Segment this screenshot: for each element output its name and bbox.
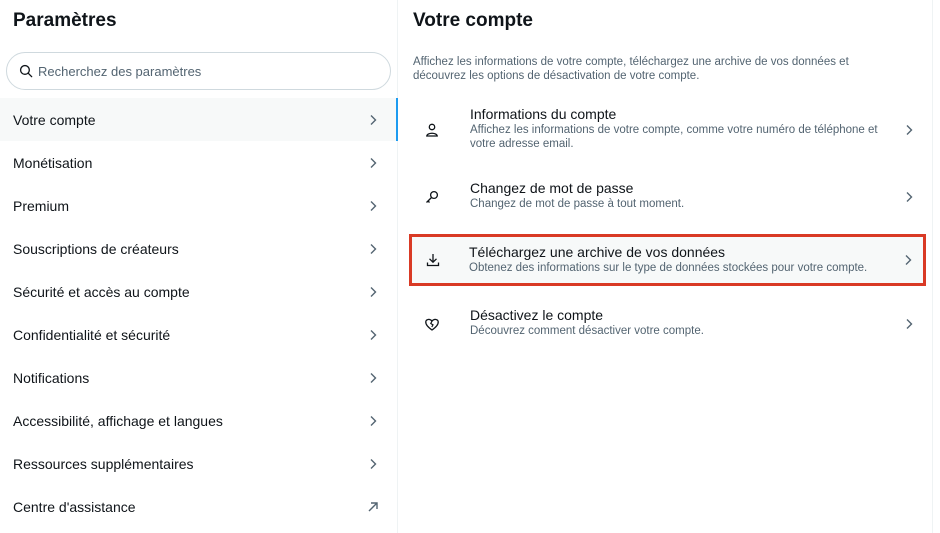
sidebar-item-label: Ressources supplémentaires xyxy=(13,455,194,472)
sidebar-item-confidentialite[interactable] xyxy=(0,313,397,356)
option-subtitle: Obtenez des informations sur le type de données stockées pour votre compte. xyxy=(469,262,868,274)
sidebar-item-label: Accessibilité, affichage et langues xyxy=(13,412,223,429)
chevron-right-icon xyxy=(367,458,379,470)
sidebar-item-label: Souscriptions de créateurs xyxy=(13,240,179,257)
account-panel xyxy=(399,0,933,533)
option-title: Désactivez le compte xyxy=(470,307,604,323)
broken-heart-icon xyxy=(424,316,440,332)
page-title: Votre compte xyxy=(413,10,534,31)
option-subtitle: Changez de mot de passe à tout moment. xyxy=(470,198,685,210)
option-subtitle: Découvrez comment désactiver votre compte. xyxy=(470,325,704,337)
sidebar-item-votre-compte[interactable] xyxy=(0,98,397,141)
chevron-right-icon xyxy=(367,200,379,212)
sidebar-item-label: Notifications xyxy=(13,369,90,386)
sidebar-item-label: Confidentialité et sécurité xyxy=(13,326,171,343)
settings-nav xyxy=(0,98,397,528)
chevron-right-icon xyxy=(367,372,379,384)
sidebar-item-securite-acces[interactable] xyxy=(0,270,397,313)
chevron-right-icon xyxy=(903,318,915,330)
sidebar-item-label: Votre compte xyxy=(13,111,96,128)
search-input[interactable] xyxy=(38,64,368,79)
chevron-right-icon xyxy=(902,254,914,266)
option-title: Informations du compte xyxy=(470,106,617,122)
sidebar-item-premium[interactable] xyxy=(0,184,397,227)
deactivate-account-option[interactable] xyxy=(410,302,925,346)
page-description: Affichez les informations de votre compte, téléchargez une archive de vos données et découvrez les options de désactivation de votre compte. xyxy=(413,56,849,82)
chevron-right-icon xyxy=(367,157,379,169)
chevron-right-icon xyxy=(903,191,915,203)
key-icon xyxy=(424,189,440,205)
search-box[interactable] xyxy=(6,52,391,90)
download-icon xyxy=(425,252,441,268)
chevron-right-icon xyxy=(367,114,379,126)
chevron-right-icon xyxy=(367,415,379,427)
option-title: Changez de mot de passe xyxy=(470,180,634,196)
sidebar-item-souscriptions[interactable] xyxy=(0,227,397,270)
change-password-option[interactable] xyxy=(410,175,925,219)
sidebar-item-centre-assistance[interactable] xyxy=(0,485,397,528)
search-icon xyxy=(19,64,33,78)
sidebar-item-label: Monétisation xyxy=(13,154,93,171)
option-subtitle: Affichez les informations de votre compte, comme votre numéro de téléphone et votre adresse email. xyxy=(470,124,878,150)
settings-sidebar xyxy=(0,0,398,533)
sidebar-item-monetisation[interactable] xyxy=(0,141,397,184)
sidebar-title: Paramètres xyxy=(13,10,117,31)
sidebar-item-accessibilite[interactable] xyxy=(0,399,397,442)
chevron-right-icon xyxy=(903,124,915,136)
sidebar-item-ressources[interactable] xyxy=(0,442,397,485)
option-title: Téléchargez une archive de vos données xyxy=(469,244,726,260)
chevron-right-icon xyxy=(367,286,379,298)
sidebar-item-notifications[interactable] xyxy=(0,356,397,399)
chevron-right-icon xyxy=(367,243,379,255)
sidebar-item-label: Premium xyxy=(13,197,70,214)
sidebar-item-label: Sécurité et accès au compte xyxy=(13,283,190,300)
account-info-option[interactable] xyxy=(410,100,925,160)
download-archive-option[interactable] xyxy=(409,234,926,286)
person-icon xyxy=(424,122,440,138)
sidebar-item-label: Centre d'assistance xyxy=(13,498,136,515)
external-link-arrow-icon xyxy=(367,501,379,513)
chevron-right-icon xyxy=(367,329,379,341)
